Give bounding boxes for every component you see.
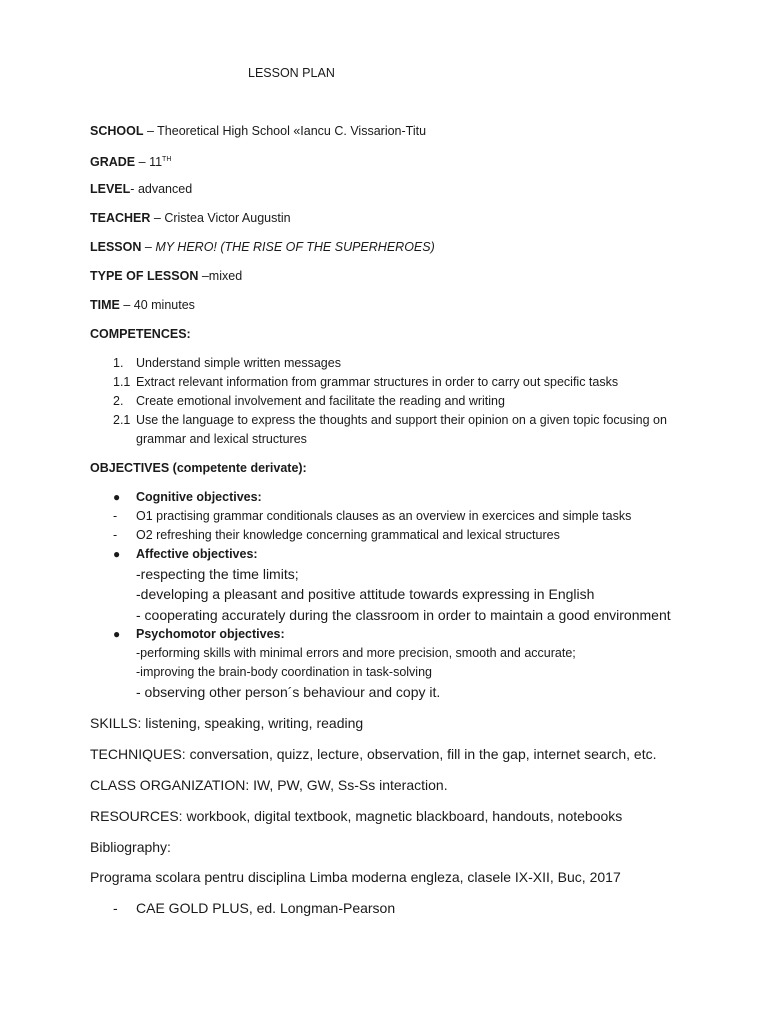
item-number: 2.: [113, 394, 124, 408]
field-label: SCHOOL: [90, 124, 144, 138]
objectives-heading: OBJECTIVES (competente derivate):: [90, 461, 307, 475]
dash-icon: -: [113, 900, 118, 916]
bibliography-heading: Bibliography:: [90, 839, 171, 855]
field-value: mixed: [208, 269, 243, 283]
item-text: Use the language to express the thoughts and support their opinion on a given topic focusing on: [136, 413, 667, 427]
field-value: Cristea Victor Augustin: [164, 211, 291, 225]
class-organization-line: CLASS ORGANIZATION: IW, PW, GW, Ss-Ss interaction.: [90, 777, 448, 793]
psychomotor-item: -improving the brain-body coordination in task-solving: [136, 665, 432, 679]
field-time: TIME – 40 minutes: [90, 298, 195, 312]
bullet-icon: ●: [113, 627, 121, 641]
item-text: Create emotional involvement and facilitate the reading and writing: [136, 394, 505, 408]
ordinal-suffix: TH: [162, 156, 172, 163]
field-value: 40 minutes: [133, 298, 195, 312]
cognitive-item: O2 refreshing their knowledge concerning grammatical and lexical structures: [136, 528, 560, 542]
affective-item: - cooperating accurately during the classroom in order to maintain a good environment: [136, 607, 671, 623]
psychomotor-item: -performing skills with minimal errors and more precision, smooth and accurate;: [136, 646, 576, 660]
field-label: TEACHER: [90, 211, 151, 225]
field-lesson: LESSON – MY HERO! (THE RISE OF THE SUPERHEROES): [90, 240, 435, 254]
affective-item: -developing a pleasant and positive attitude towards expressing in English: [136, 586, 595, 602]
resources-line: RESOURCES: workbook, digital textbook, magnetic blackboard, handouts, notebooks: [90, 808, 623, 824]
affective-item: -respecting the time limits;: [136, 566, 299, 582]
skills-line: SKILLS: listening, speaking, writing, reading: [90, 715, 364, 731]
bibliography-item: CAE GOLD PLUS, ed. Longman-Pearson: [136, 900, 396, 916]
dash-icon: -: [113, 528, 118, 542]
field-school: SCHOOL – Theoretical High School «Iancu C. Vissarion-Titu: [90, 124, 427, 138]
field-value: 11: [149, 155, 163, 170]
item-text: Understand simple written messages: [136, 356, 341, 370]
document-title: LESSON PLAN: [248, 66, 335, 80]
field-label: TYPE OF LESSON: [90, 269, 199, 283]
cognitive-heading: Cognitive objectives:: [136, 490, 262, 504]
item-text-continued: grammar and lexical structures: [136, 432, 307, 446]
cognitive-item: O1 practising grammar conditionals clauses as an overview in exercices and simple tasks: [136, 509, 632, 523]
item-number: 1.: [113, 356, 124, 370]
bullet-icon: ●: [113, 490, 121, 504]
field-label: GRADE: [90, 155, 136, 170]
bibliography-item: Programa scolara pentru disciplina Limba moderna engleza, clasele IX-XII, Buc, 2017: [90, 869, 621, 885]
dash-icon: -: [113, 509, 118, 523]
field-teacher: TEACHER – Cristea Victor Augustin: [90, 211, 291, 225]
field-label: TIME: [90, 298, 120, 312]
field-level: LEVEL- advanced: [90, 182, 193, 196]
bullet-icon: ●: [113, 547, 121, 561]
field-label: LESSON: [90, 240, 142, 254]
field-type-of-lesson: TYPE OF LESSON –mixed: [90, 269, 243, 283]
field-value: advanced: [137, 182, 193, 196]
field-grade: GRADE – 11TH: [90, 155, 172, 170]
item-text: Extract relevant information from grammar structures in order to carry out specific tasks: [136, 375, 619, 389]
item-number: 2.1: [113, 413, 131, 427]
competences-heading: COMPETENCES:: [90, 327, 191, 341]
techniques-line: TECHNIQUES: conversation, quizz, lecture, observation, fill in the gap, internet search, etc.: [90, 746, 657, 762]
psychomotor-item: - observing other person´s behaviour and copy it.: [136, 684, 441, 700]
affective-heading: Affective objectives:: [136, 547, 258, 561]
psychomotor-heading: Psychomotor objectives:: [136, 627, 285, 641]
item-number: 1.1: [113, 375, 131, 389]
field-value: MY HERO! (THE RISE OF THE SUPERHEROES): [155, 240, 435, 254]
field-label: LEVEL: [90, 182, 131, 196]
field-value: Theoretical High School «Iancu C. Vissarion-Titu: [157, 124, 427, 138]
